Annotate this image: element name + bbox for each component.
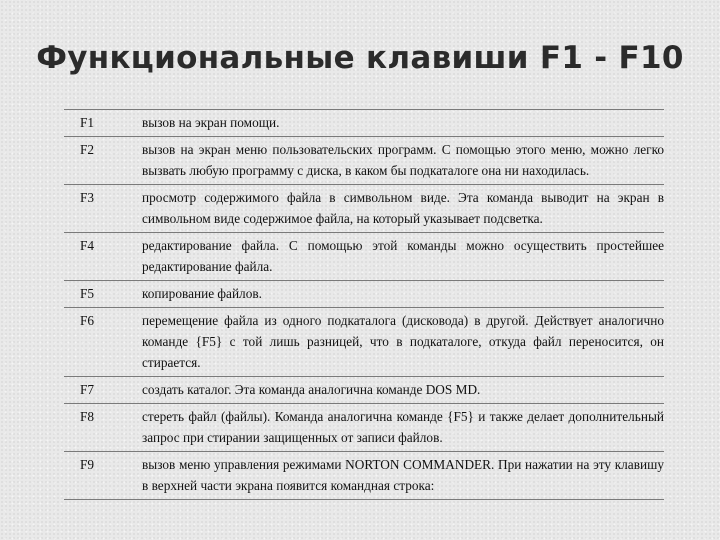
table-row — [64, 308, 664, 377]
key-label: F3 — [64, 185, 142, 233]
key-description: редактирование файла. С помощью этой команды можно осуществить простейшее редактирование файла. — [142, 233, 664, 281]
key-description: перемещение файла из одного подкаталога (дисковода) в другой. Действует аналогично команде {F5} с той лишь разницей, что в подкаталоге, откуда файл переносится, он стирается. — [142, 308, 664, 377]
key-label: F4 — [64, 233, 142, 281]
key-description: стереть файл (файлы). Команда аналогична команде {F5} и также делает дополнительный запрос при стирании защищенных от записи файлов. — [142, 404, 664, 452]
table-row — [64, 233, 664, 281]
key-label: F7 — [64, 377, 142, 404]
table-row — [64, 377, 664, 404]
slide-title: Функциональные клавиши F1 - F10 — [36, 40, 684, 76]
key-label: F8 — [64, 404, 142, 452]
key-label: F5 — [64, 281, 142, 308]
key-label: F1 — [64, 110, 142, 137]
key-description: создать каталог. Эта команда аналогична команде DOS MD. — [142, 377, 664, 404]
table-row — [64, 281, 664, 308]
table-row — [64, 137, 664, 185]
key-label: F6 — [64, 308, 142, 377]
key-description: вызов на экран помощи. — [142, 110, 664, 137]
table-row — [64, 185, 664, 233]
table-row — [64, 110, 664, 137]
table-row — [64, 404, 664, 452]
key-label: F9 — [64, 452, 142, 500]
key-description: вызов на экран меню пользовательских программ. С помощью этого меню, можно легко вызвать любую программу с диска, в каком бы подкаталоге она ни находилась. — [142, 137, 664, 185]
function-keys-table — [64, 109, 664, 500]
table-row — [64, 452, 664, 500]
key-label: F2 — [64, 137, 142, 185]
key-description: вызов меню управления режимами NORTON COMMANDER. При нажатии на эту клавишу в верхней части экрана появится командная строка: — [142, 452, 664, 500]
key-description: копирование файлов. — [142, 281, 664, 308]
key-description: просмотр содержимого файла в символьном виде. Эта команда выводит на экран в символьном виде содержимое файла, на который указывает подсветка. — [142, 185, 664, 233]
